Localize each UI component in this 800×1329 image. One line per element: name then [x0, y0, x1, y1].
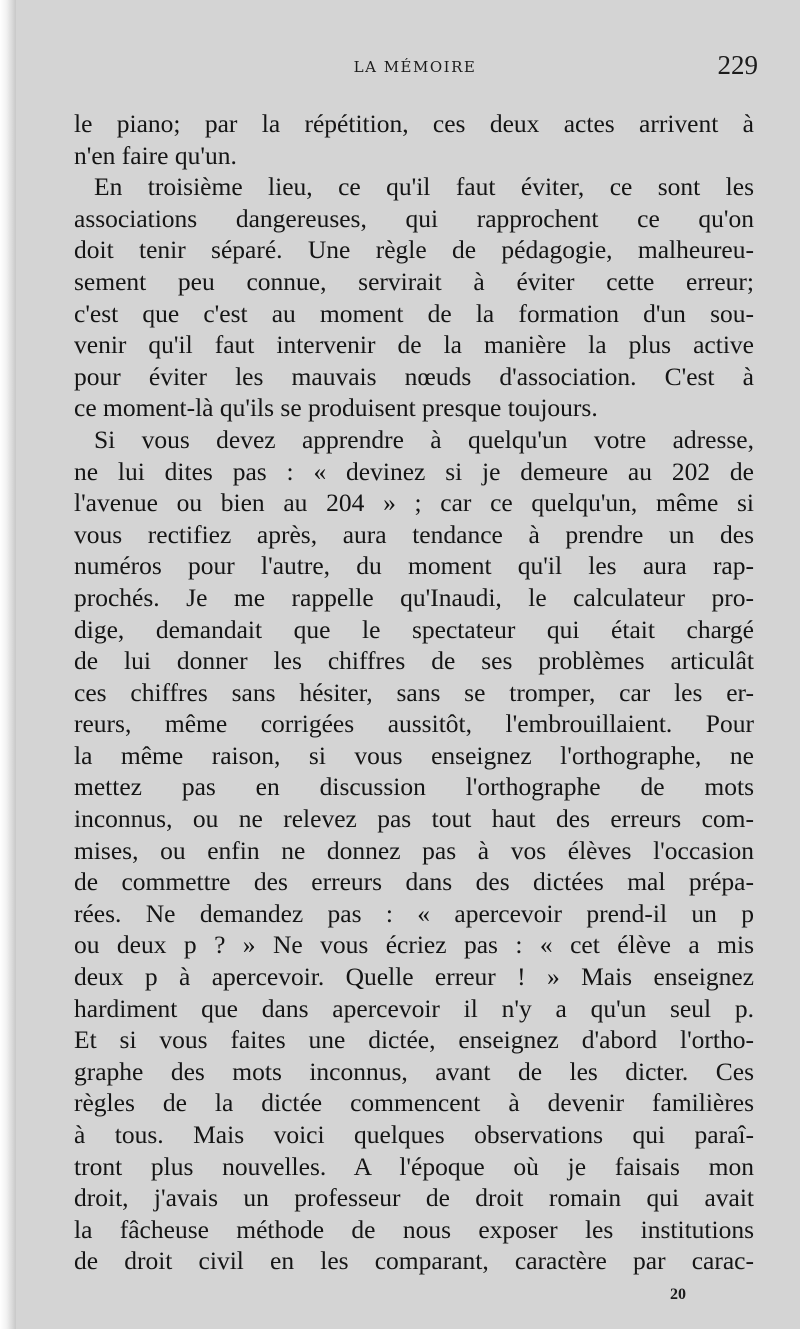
text-line: prochés. Je me rappelle qu'Inaudi, le calculateur pro- [74, 582, 754, 612]
page-binding-edge [0, 0, 16, 1329]
text-line: de lui donner les chiffres de ses problèmes articulât [74, 646, 754, 676]
text-line: ne lui dites pas : « devinez si je demeure au 202 de [74, 456, 754, 486]
text-line: rées. Ne demandez pas : « apercevoir prend-il un p [74, 898, 754, 928]
text-line: dige, demandait que le spectateur qui était chargé [74, 614, 754, 644]
text-line: de droit civil en les comparant, caractère par carac- [74, 1246, 754, 1276]
page-number: 229 [717, 50, 758, 80]
text-line: ou deux p ? » Ne vous écriez pas : « cet élève a mis [74, 930, 754, 960]
text-line: le piano; par la répétition, ces deux actes arrivent à [74, 109, 754, 138]
text-line: la même raison, si vous enseignez l'orthographe, ne [74, 740, 754, 770]
signature-mark: 20 [670, 1286, 686, 1303]
text-line: reurs, même corrigées aussitôt, l'embrouillaient. Pour [74, 709, 754, 739]
text-line: hardiment que dans apercevoir il n'y a qu'un seul p. [74, 993, 754, 1023]
text-line: n'en faire qu'un. [74, 140, 237, 170]
text-line: la fâcheuse méthode de nous exposer les institutions [74, 1214, 754, 1244]
text-line: associations dangereuses, qui rapprochent ce qu'on [74, 203, 754, 233]
text-line: deux p à apercevoir. Quelle erreur ! » Mais enseignez [74, 962, 754, 992]
text-line: droit, j'avais un professeur de droit romain qui avait [74, 1183, 754, 1213]
text-line: ces chiffres sans hésiter, sans se tromper, car les er- [74, 677, 754, 707]
text-line: mises, ou enfin ne donnez pas à vos élèves l'occasion [74, 835, 754, 865]
text-line: numéros pour l'autre, du moment qu'il les aura rap- [74, 551, 754, 581]
text-line: venir qu'il faut intervenir de la manière la plus active [74, 330, 754, 360]
text-line: Si vous devez apprendre à quelqu'un votre adresse, [94, 424, 754, 454]
text-line: à tous. Mais voici quelques observations qui paraî- [74, 1120, 754, 1149]
text-line: doit tenir séparé. Une règle de pédagogie, malheureu- [74, 235, 754, 265]
text-line: règles de la dictée commencent à devenir familières [74, 1088, 754, 1118]
text-line: tront plus nouvelles. A l'époque où je faisais mon [74, 1151, 754, 1181]
text-line: graphe des mots inconnus, avant de les dicter. Ces [74, 1056, 754, 1086]
text-line: inconnus, ou ne relevez pas tout haut des erreurs com- [74, 804, 754, 834]
text-line: de commettre des erreurs dans des dictées mal prépa- [74, 867, 754, 897]
running-title: LA MÉMOIRE [353, 58, 477, 76]
text-line: En troisième lieu, ce qu'il faut éviter, ce sont les [94, 172, 754, 202]
text-line: vous rectifiez après, aura tendance à prendre un des [74, 519, 754, 549]
text-line: sement peu connue, servirait à éviter cette erreur; [74, 266, 754, 296]
text-line: mettez pas en discussion l'orthographe de mots [74, 772, 754, 802]
text-line: Et si vous faites une dictée, enseignez d'abord l'ortho- [74, 1025, 754, 1055]
text-line: ce moment-là qu'ils se produisent presque toujours. [74, 393, 598, 423]
text-line: pour éviter les mauvais nœuds d'association. C'est à [74, 361, 754, 391]
text-line: c'est que c'est au moment de la formation d'un sou- [74, 298, 754, 328]
text-line: l'avenue ou bien au 204 » ; car ce quelqu'un, même si [74, 488, 754, 518]
page-header [70, 50, 760, 90]
body-text [74, 108, 754, 1277]
